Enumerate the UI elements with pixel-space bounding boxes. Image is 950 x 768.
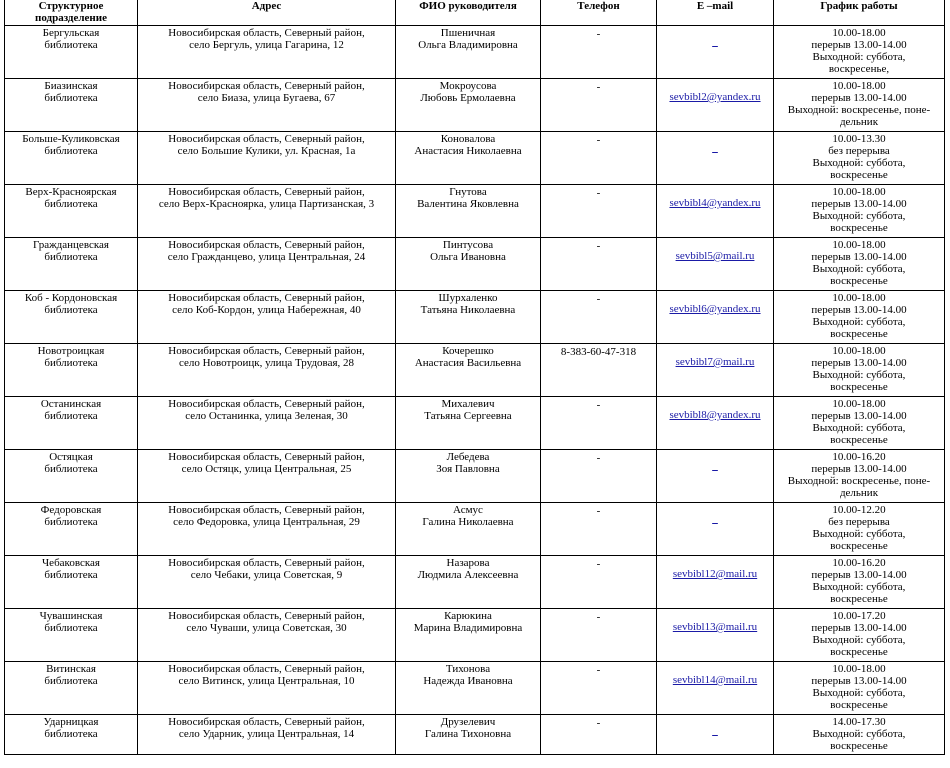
table-row [5,503,945,556]
cell-unit: Ударницкая библиотека [5,715,138,755]
cell-schedule: 10.00-16.20 перерыв 13.00-14.00 Выходной: воскресенье, поне- дельник [774,450,945,503]
email-link[interactable]: sevbibl8@yandex.ru [669,409,761,421]
email-link[interactable]: sevbibl4@yandex.ru [669,197,761,209]
cell-email [657,397,774,450]
cell-address: Новосибирская область, Северный район, село Бергуль, улица Гагарина, 12 [138,26,396,79]
table-row [5,132,945,185]
cell-schedule: 10.00-18.00 перерыв 13.00-14.00 Выходной: суббота, воскресенье [774,238,945,291]
table-row [5,450,945,503]
cell-address: Новосибирская область, Северный район, село Чебаки, улица Советская, 9 [138,556,396,609]
cell-head: Лебедева Зоя Павловна [396,450,541,503]
cell-schedule: 10.00-18.00 перерыв 13.00-14.00 Выходной: суббота, воскресенье [774,344,945,397]
cell-unit: Остяцкая библиотека [5,450,138,503]
cell-schedule: 10.00-17.20 перерыв 13.00-14.00 Выходной: суббота, воскресенье [774,609,945,662]
cell-unit: Больше-Куликовская библиотека [5,132,138,185]
email-link[interactable]: sevbibl5@mail.ru [675,250,755,262]
cell-schedule: 10.00-18.00 перерыв 13.00-14.00 Выходной: суббота, воскресенье, [774,26,945,79]
cell-schedule: 10.00-18.00 перерыв 13.00-14.00 Выходной: суббота, воскресенье [774,291,945,344]
cell-email [657,662,774,715]
header-schedule: График работы [774,0,945,26]
cell-schedule: 10.00-18.00 перерыв 13.00-14.00 Выходной: суббота, воскресенье [774,185,945,238]
table-row [5,556,945,609]
cell-phone: - [541,132,657,185]
cell-head: Мокроусова Любовь Ермолаевна [396,79,541,132]
cell-address: Новосибирская область, Северный район, село Гражданцево, улица Центральная, 24 [138,238,396,291]
cell-head: Пинтусова Ольга Ивановна [396,238,541,291]
cell-phone: - [541,609,657,662]
cell-head: Шурхаленко Татьяна Николаевна [396,291,541,344]
email-link[interactable]: sevbibl7@mail.ru [675,356,755,368]
cell-unit: Витинская библиотека [5,662,138,715]
cell-unit: Чебаковская библиотека [5,556,138,609]
cell-email [657,715,774,755]
email-empty-link: _ [712,513,718,525]
cell-schedule: 10.00-12.20 без перерыва Выходной: суббота, воскресенье [774,503,945,556]
table-row [5,609,945,662]
table-row [5,79,945,132]
email-empty-link: _ [712,36,718,48]
cell-head: Гнутова Валентина Яковлевна [396,185,541,238]
cell-head: Друзелевич Галина Тихоновна [396,715,541,755]
cell-phone: - [541,397,657,450]
cell-unit: Останинская библиотека [5,397,138,450]
table-row [5,26,945,79]
email-empty-link: _ [712,142,718,154]
cell-schedule: 10.00-13.30 без перерыва Выходной: суббота, воскресенье [774,132,945,185]
email-link[interactable]: sevbibl14@mail.ru [672,674,758,686]
cell-phone: - [541,450,657,503]
cell-head: Пшеничная Ольга Владимировна [396,26,541,79]
table-row [5,344,945,397]
cell-address: Новосибирская область, Северный район, село Федоровка, улица Центральная, 29 [138,503,396,556]
email-empty-link: _ [712,725,718,737]
header-head: ФИО руководителя [396,0,541,26]
email-link[interactable]: sevbibl12@mail.ru [672,568,758,580]
header-phone: Телефон [541,0,657,26]
cell-email [657,503,774,556]
cell-email [657,185,774,238]
cell-schedule: 14.00-17.30 Выходной: суббота, воскресенье [774,715,945,755]
table-row [5,238,945,291]
cell-unit: Бергульская библиотека [5,26,138,79]
cell-phone: - [541,291,657,344]
cell-unit: Чувашинская библиотека [5,609,138,662]
cell-address: Новосибирская область, Северный район, село Большие Кулики, ул. Красная, 1а [138,132,396,185]
cell-unit: Федоровская библиотека [5,503,138,556]
cell-schedule: 10.00-18.00 перерыв 13.00-14.00 Выходной: суббота, воскресенье [774,397,945,450]
cell-address: Новосибирская область, Северный район, село Витинск, улица Центральная, 10 [138,662,396,715]
cell-address: Новосибирская область, Северный район, село Новотроицк, улица Трудовая, 28 [138,344,396,397]
cell-phone: - [541,556,657,609]
table-row [5,662,945,715]
cell-address: Новосибирская область, Северный район, село Чуваши, улица Советская, 30 [138,609,396,662]
cell-unit: Верх-Красноярская библиотека [5,185,138,238]
libraries-table [4,0,945,755]
cell-address: Новосибирская область, Северный район, село Останинка, улица Зеленая, 30 [138,397,396,450]
cell-unit: Новотроицкая библиотека [5,344,138,397]
cell-head: Коновалова Анастасия Николаевна [396,132,541,185]
cell-email [657,79,774,132]
cell-email [657,132,774,185]
header-email: E –mail [657,0,774,26]
cell-phone: - [541,26,657,79]
email-link[interactable]: sevbibl2@yandex.ru [669,91,761,103]
cell-phone: 8-383-60-47-318 [541,344,657,397]
cell-unit: Гражданцевская библиотека [5,238,138,291]
table-row [5,291,945,344]
email-link[interactable]: sevbibl6@yandex.ru [669,303,761,315]
cell-schedule: 10.00-18.00 перерыв 13.00-14.00 Выходной: суббота, воскресенье [774,662,945,715]
cell-address: Новосибирская область, Северный район, село Остяцк, улица Центральная, 25 [138,450,396,503]
cell-head: Назарова Людмила Алексеевна [396,556,541,609]
cell-head: Тихонова Надежда Ивановна [396,662,541,715]
cell-phone: - [541,503,657,556]
cell-email [657,238,774,291]
cell-email [657,609,774,662]
cell-email [657,291,774,344]
cell-phone: - [541,715,657,755]
header-address: Адрес [138,0,396,26]
cell-schedule: 10.00-18.00 перерыв 13.00-14.00 Выходной: воскресенье, поне- дельник [774,79,945,132]
email-empty-link: _ [712,460,718,472]
cell-head: Асмус Галина Николаевна [396,503,541,556]
cell-email [657,556,774,609]
cell-address: Новосибирская область, Северный район, село Коб-Кордон, улица Набережная, 40 [138,291,396,344]
cell-email [657,344,774,397]
cell-unit: Коб - Кордоновская библиотека [5,291,138,344]
table-row [5,397,945,450]
cell-phone: - [541,238,657,291]
cell-schedule: 10.00-16.20 перерыв 13.00-14.00 Выходной: суббота, воскресенье [774,556,945,609]
table-row [5,715,945,755]
cell-address: Новосибирская область, Северный район, село Ударник, улица Центральная, 14 [138,715,396,755]
cell-address: Новосибирская область, Северный район, село Верх-Красноярка, улица Партизанская, 3 [138,185,396,238]
cell-email [657,26,774,79]
cell-address: Новосибирская область, Северный район, село Биаза, улица Бугаева, 67 [138,79,396,132]
cell-unit: Биазинская библиотека [5,79,138,132]
cell-head: Кочерешко Анастасия Васильевна [396,344,541,397]
cell-email [657,450,774,503]
cell-phone: - [541,662,657,715]
cell-phone: - [541,185,657,238]
table-row [5,185,945,238]
cell-phone: - [541,79,657,132]
email-link[interactable]: sevbibl13@mail.ru [672,621,758,633]
header-row [5,0,945,26]
header-unit: Структурное подразделение [5,0,138,26]
cell-head: Карюкина Марина Владимировна [396,609,541,662]
cell-head: Михалевич Татьяна Сергеевна [396,397,541,450]
